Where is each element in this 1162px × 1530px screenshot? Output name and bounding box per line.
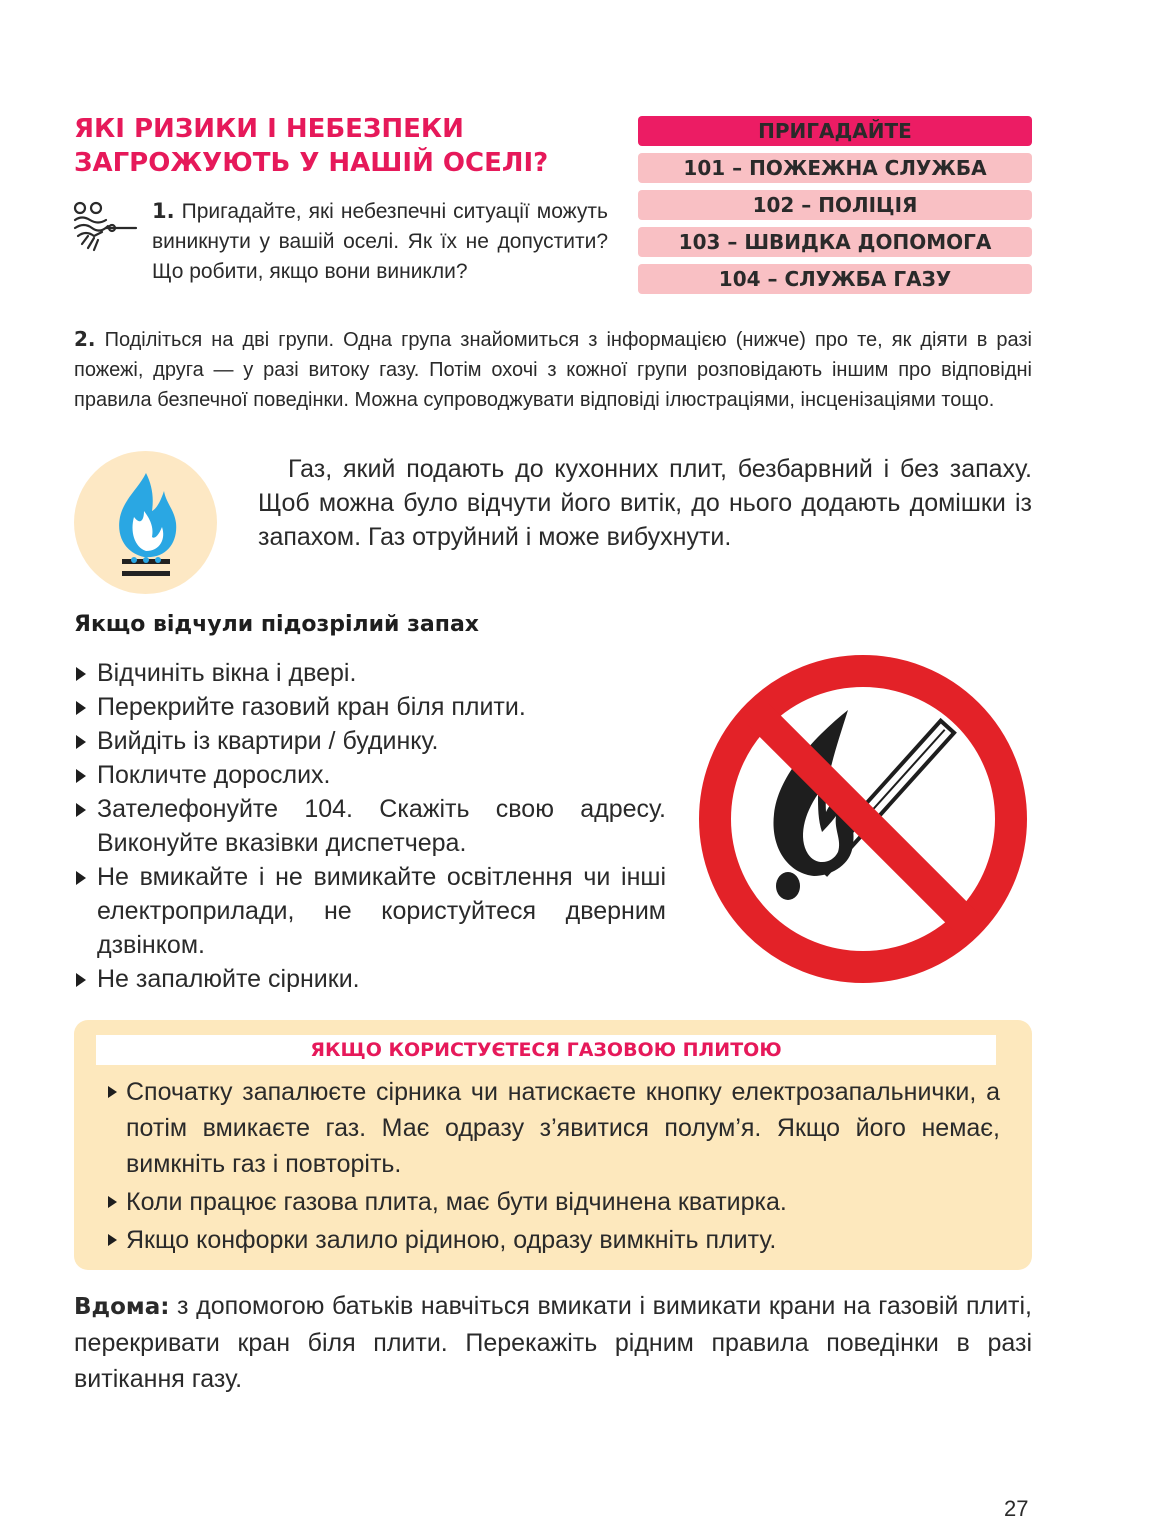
- remember-item-gas: 104 – СЛУЖБА ГАЗУ: [638, 264, 1032, 294]
- stove-rules-list: [106, 1074, 1000, 1260]
- list-item: Якщо конфорки залило рідиною, одразу вимкніть плиту.: [106, 1222, 1000, 1258]
- stove-rules-title: ЯКЩО КОРИСТУЄТЕСЯ ГАЗОВОЮ ПЛИТОЮ: [96, 1035, 996, 1065]
- task-2: [74, 324, 1032, 415]
- remember-item-ambulance: 103 – ШВИДКА ДОПОМОГА: [638, 227, 1032, 257]
- home-task-label: Вдома:: [74, 1294, 170, 1320]
- task-1-number: 1.: [152, 199, 175, 223]
- remember-box: [638, 116, 1032, 301]
- remember-item-police: 102 – ПОЛІЦІЯ: [638, 190, 1032, 220]
- remember-title: ПРИГАДАЙТЕ: [638, 116, 1032, 146]
- remember-item-fire: 101 – ПОЖЕЖНА СЛУЖБА: [638, 153, 1032, 183]
- task-1-text: Пригадайте, які небезпечні ситуації можуть виникнути у вашій оселі. Як їх не допустити? Що робити, якщо вони виникли?: [152, 200, 608, 283]
- home-task-text: з допомогою батьків навчіться вмикати і вимикати крани на газовій плиті, перекривати кран біля плити. Перекажіть рідним правила поведінки в разі витікання газу.: [74, 1292, 1033, 1393]
- gas-flame-icon: [74, 451, 217, 594]
- heading-line-1: ЯКІ РИЗИКИ І НЕБЕЗПЕКИ: [74, 114, 464, 144]
- task-2-number: 2.: [74, 327, 96, 351]
- task-2-text: Поділіться на дві групи. Одна група знайомиться з інформацією (нижче) про те, як діяти в разі пожежі, друга — у разі витоку газу. Потім охочі з кожної групи розповідають іншим про відповідні правила безпечної поведінки. Можна супроводжувати відповіді ілюстраціями, інсценізаціями тощо.: [74, 329, 1032, 411]
- smell-rules-list: [74, 656, 666, 996]
- list-item: Зателефонуйте 104. Скажіть свою адресу. Виконуйте вказівки диспетчера.: [74, 792, 666, 860]
- no-open-flame-sign-icon: [698, 654, 1028, 984]
- page-heading: [74, 112, 614, 180]
- list-item: Вийдіть із квартири / будинку.: [74, 724, 666, 758]
- list-item: Відчиніть вікна і двері.: [74, 656, 666, 690]
- list-item: Не запалюйте сірники.: [74, 962, 666, 996]
- list-item: Спочатку запалюєте сірника чи натискаєте кнопку електрозапальнички, а потім вмикаєте газ. Має одразу з’явитися полум’я. Якщо його немає, вимкніть газ і повторіть.: [106, 1074, 1000, 1182]
- group-work-icon: [72, 200, 138, 260]
- heading-line-2: ЗАГРОЖУЮТЬ У НАШІЙ ОСЕЛІ?: [74, 148, 549, 178]
- list-item: Покличте дорослих.: [74, 758, 666, 792]
- list-item: Коли працює газова плита, має бути відчинена кватирка.: [106, 1184, 1000, 1220]
- gas-info-text: Газ, який подають до кухонних плит, безбарвний і без запаху. Щоб можна було відчути його витік, до нього додають домішки із запахом. Газ отруйний і може вибухнути.: [258, 455, 1032, 551]
- smell-subheading: Якщо відчули підозрілий запах: [74, 612, 479, 637]
- list-item: Не вмикайте і не вимикайте освітлення чи інші електроприлади, не користуйтеся дверним дзвінком.: [74, 860, 666, 962]
- task-1: [152, 196, 608, 287]
- list-item: Перекрийте газовий кран біля плити.: [74, 690, 666, 724]
- page-number: 27: [1004, 1496, 1029, 1521]
- home-task: [74, 1288, 1032, 1397]
